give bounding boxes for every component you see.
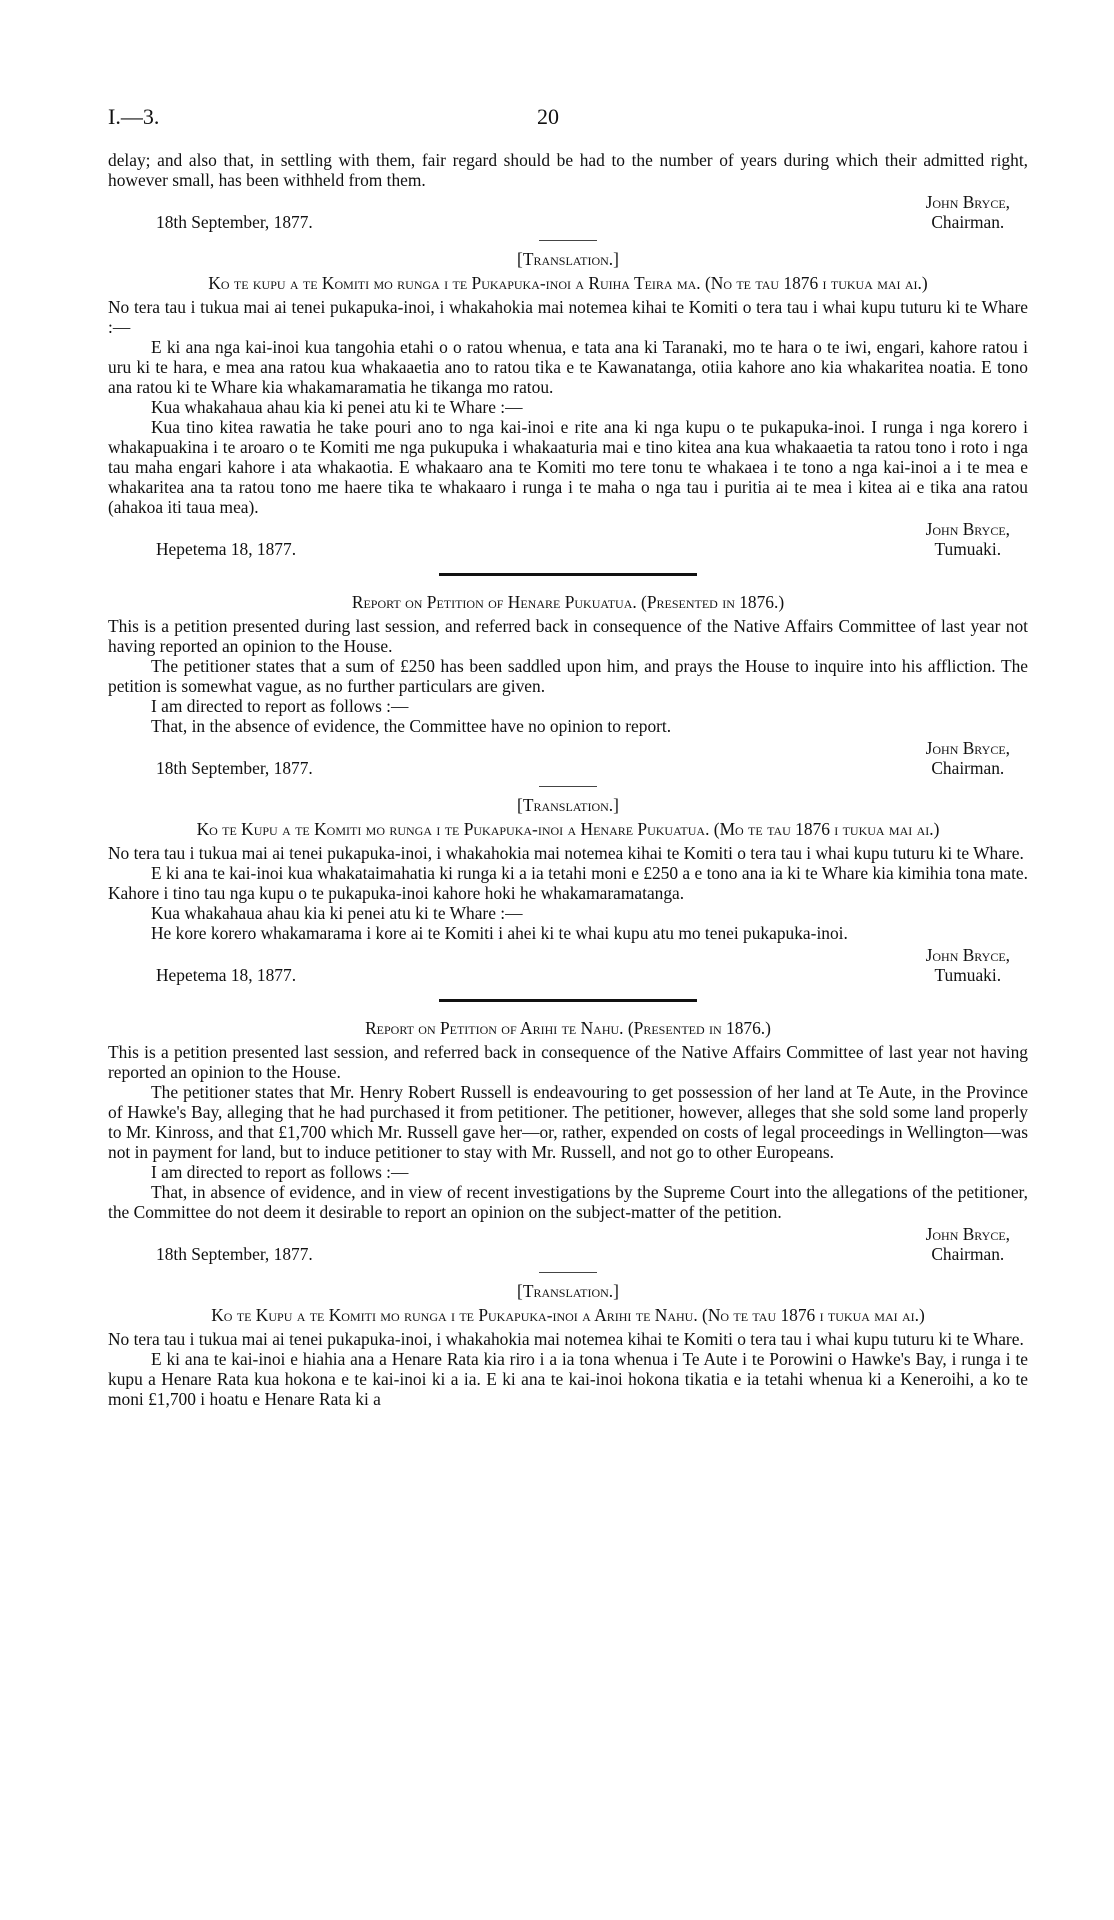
divider <box>539 1272 597 1273</box>
report-1-signature <box>108 738 1028 778</box>
translation-3-para-2: E ki ana te kai-inoi e hiahia ana a Henare Rata kia riro i a ia tona whenua i Te Aute i te Porowini o Hawke's Bay, i runga i te kupu a Henare Rata kua hokona e te kai-inoi ki a ia. E ki ana te kai-inoi hokona tikatia e ia tetahi whenua ki a Keneroihi, a ko te moni £1,700 i hoatu e Henare Rata ki a <box>108 1349 1028 1409</box>
translation-heading-3: Ko te Kupu a te Komiti mo runga i te Pukapuka-inoi a Arihi te Nahu. (No te tau 1876 i tukua mai ai.) <box>211 1305 925 1325</box>
document-reference: I.—3. <box>108 104 160 129</box>
intro-signature <box>108 192 1028 232</box>
divider <box>539 786 597 787</box>
translation-2-signature <box>108 945 1028 985</box>
translation-2-sig-title: Tumuaki. <box>934 965 1002 985</box>
intro-sig-title: Chairman. <box>931 212 1005 232</box>
report-heading-2: Report on Petition of Arihi te Nahu. (Presented in 1876.) <box>365 1018 771 1038</box>
page-number: 20 <box>537 104 559 129</box>
report-1-para-4: That, in the absence of evidence, the Committee have no opinion to report. <box>151 716 672 736</box>
translation-1-sig-title: Tumuaki. <box>934 539 1002 559</box>
translation-2-signatory <box>926 945 1028 985</box>
translation-1-date: Hepetema 18, 1877. <box>156 539 297 559</box>
translation-heading-1: Ko te kupu a te Komiti mo runga i te Pukapuka-inoi a Ruiha Teira ma. (No te tau 1876 i tukua mai ai.) <box>208 273 928 293</box>
report-1-sig-name: John Bryce, <box>925 738 1010 758</box>
report-2-signature <box>108 1224 1028 1264</box>
report-2-para-2: The petitioner states that Mr. Henry Robert Russell is endeavouring to get possession of her land at Te Aute, in the Province of Hawke's Bay, alleging that he had purchased it from petitioner. The petitioner, however, alleges that she sold some land properly to Mr. Kinross, and that £1,700 which Mr. Russell gave her—or, rather, expended on costs of legal proceedings in Wellington—was not in payment for land, but to induce petitioner to stay with Mr. Russell, and not go to other Europeans. <box>108 1082 1028 1162</box>
translation-2-para-1: No tera tau i tukua mai ai tenei pukapuka-inoi, i whakahokia mai notemea kihai te Komiti o tera tau i whai kupu tuturu ki te Whare. <box>108 843 1024 863</box>
report-1-para-1: This is a petition presented during last session, and referred back in consequence of the Native Affairs Committee of last year not having reported an opinion to the House. <box>108 616 1028 656</box>
translation-1-para-4: Kua tino kitea rawatia he take pouri ano to nga kai-inoi e rite ana ki nga kupu o te pukapuka-inoi. I runga i nga korero i whakapuakina i te aroaro o te Komiti me nga pukupuka i whakaaturia mai e tino kitea ana kua whakaaetia ta ratou tono i roto i nga tau maha engari kahore i ata whakaotia. E whakaaro ana te Komiti mo tere tonu te whakaea i te tono a nga kai-inoi a i te mea e whakaritea ana ta ratou tono me haere tika te whakaaro i runga i te maha o nga tau i puritia ai te mea i kitea ai e tika ana ratou (ahakoa iti taua mea). <box>108 417 1028 517</box>
translation-3-para-1: No tera tau i tukua mai ai tenei pukapuka-inoi, i whakahokia mai notemea kihai te Komiti o tera tau i whai kupu tuturu ki te Whare. <box>108 1329 1024 1349</box>
divider <box>539 240 597 241</box>
translation-heading-2: Ko te Kupu a te Komiti mo runga i te Pukapuka-inoi a Henare Pukuatua. (Mo te tau 1876 i tukua mai ai.) <box>196 819 940 839</box>
translation-2-para-4: He kore korero whakamarama i kore ai te Komiti i ahei ki te whai kupu atu mo tenei pukapuka-inoi. <box>151 923 848 943</box>
report-2-sig-title: Chairman. <box>931 1244 1005 1264</box>
translation-2-date: Hepetema 18, 1877. <box>156 965 297 985</box>
report-heading-1: Report on Petition of Henare Pukuatua. (Presented in 1876.) <box>351 592 785 612</box>
translation-1-para-2: E ki ana nga kai-inoi kua tangohia etahi o o ratou whenua, e tata ana ki Taranaki, mo te hara o te iwi, engari, kahore ratou i uru ki te hara, e mea ana ratou kua whakaaetia ano to ratou tika e te Kawanatanga, otiia kahore ano kia whakaritea noatia. E tono ana ratou ki te Whare kia whakamaramatia he tikanga mo ratou. <box>108 337 1028 397</box>
translation-2-sig-name: John Bryce, <box>925 945 1010 965</box>
report-2-signatory <box>926 1224 1028 1264</box>
report-2-para-3: I am directed to report as follows :— <box>151 1162 409 1182</box>
report-1-signatory <box>926 738 1028 778</box>
translation-1-sig-name: John Bryce, <box>925 519 1010 539</box>
section-divider <box>439 999 697 1002</box>
intro-signatory <box>926 192 1028 232</box>
intro-paragraph: delay; and also that, in settling with them, fair regard should be had to the number of years during which their admitted right, however small, has been withheld from them. <box>108 150 1028 190</box>
translation-label-3: [Translation.] <box>517 1281 619 1301</box>
report-2-para-4: That, in absence of evidence, and in view of recent investigations by the Supreme Court into the allegations of the petitioner, the Committee do not deem it desirable to report an opinion on the subject-matter of the petition. <box>108 1182 1028 1222</box>
report-2-para-1: This is a petition presented last session, and referred back in consequence of the Native Affairs Committee of last year not having reported an opinion to the House. <box>108 1042 1028 1082</box>
report-1-date: 18th September, 1877. <box>156 758 313 778</box>
report-1-sig-title: Chairman. <box>931 758 1005 778</box>
report-1-para-2: The petitioner states that a sum of £250 has been saddled upon him, and prays the House to inquire into his affliction. The petition is somewhat vague, as no further particulars are given. <box>108 656 1028 696</box>
translation-1-para-1: No tera tau i tukua mai ai tenei pukapuka-inoi, i whakahokia mai notemea kihai te Komiti o tera tau i whai kupu tuturu ki te Whare :— <box>108 297 1028 337</box>
section-divider <box>439 573 697 576</box>
translation-1-signature <box>108 519 1028 559</box>
report-2-sig-name: John Bryce, <box>925 1224 1010 1244</box>
report-2-date: 18th September, 1877. <box>156 1244 313 1264</box>
translation-label-2: [Translation.] <box>517 795 619 815</box>
intro-sig-name: John Bryce, <box>925 192 1010 212</box>
translation-2-para-3: Kua whakahaua ahau kia ki penei atu ki te Whare :— <box>151 903 523 923</box>
translation-2-para-2: E ki ana te kai-inoi kua whakataimahatia ki runga ki a ia tetahi moni e £250 a e tono ana ia ki te Whare kia kimihia tona mate. Kahore i tino tau nga kupu o te pukapuka-inoi kahore hoki he whakamaramatanga. <box>108 863 1028 903</box>
intro-date: 18th September, 1877. <box>156 212 313 232</box>
report-1-para-3: I am directed to report as follows :— <box>151 696 409 716</box>
page-content <box>108 150 1028 1409</box>
translation-label-1: [Translation.] <box>517 249 619 269</box>
translation-1-signatory <box>926 519 1028 559</box>
translation-1-para-3: Kua whakahaua ahau kia ki penei atu ki te Whare :— <box>151 397 523 417</box>
